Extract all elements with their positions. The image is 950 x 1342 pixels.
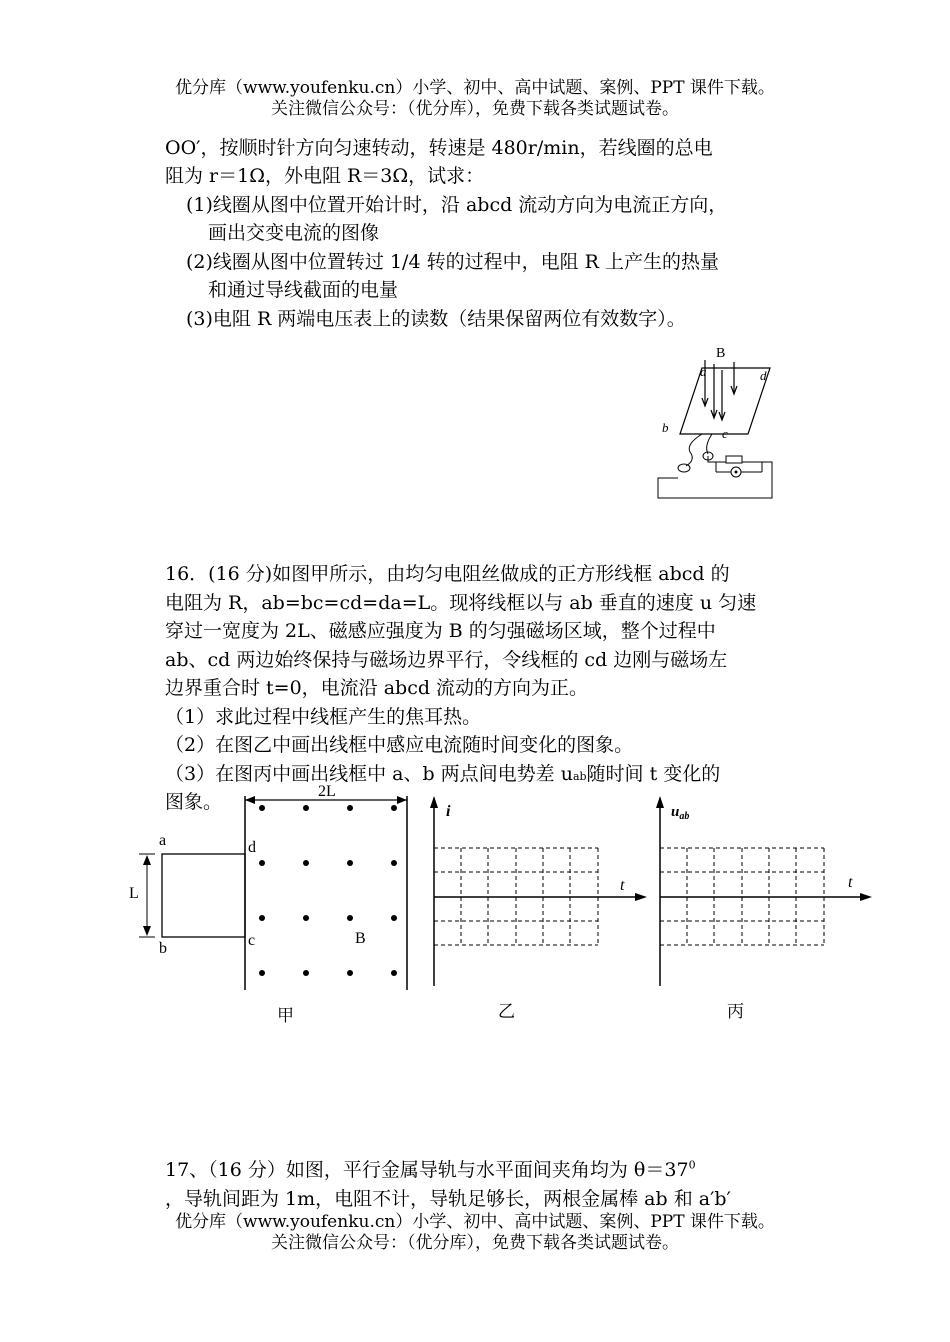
- q16-line-4: ab、cd 两边始终保持与磁场边界平行，令线框的 cd 边刚与磁场左: [165, 649, 728, 671]
- q15-part2-a: (2)线圈从图中位置转过 1/4 转的过程中，电阻 R 上产生的热量: [186, 251, 719, 273]
- q15-part1-b: 画出交变电流的图像: [208, 222, 380, 244]
- fig15-label-b: b: [662, 420, 669, 435]
- q17-line-1: 17、（16 分）如图，平行金属导轨与水平面间夹角均为 $\theta=37^0$: [165, 1158, 696, 1181]
- fig-jia-label-b: b: [159, 940, 167, 957]
- fig-jia: [125, 778, 425, 1033]
- fig-jia-caption: 甲: [277, 1006, 294, 1025]
- fig-jia-2L-label: 2L: [318, 783, 336, 800]
- q15-part3: (3)电阻 R 两端电压表上的读数（结果保留两位有效数字）。: [186, 308, 686, 330]
- header-line-1: 优分库（www.youfenku.cn）小学、初中、高中试题、案例、PPT 课件下载。: [175, 78, 775, 98]
- fig-yi-y-label: i: [446, 803, 451, 820]
- fig15-label-a: a: [700, 364, 707, 379]
- fig-bing-caption: 丙: [727, 1002, 744, 1021]
- q16-line-2: 电阻为 R，ab=bc=cd=da=L。现将线框以与 ab 垂直的速度 u 匀速: [165, 592, 757, 614]
- fig-bing-y-label: $u_{ab}$: [671, 804, 690, 822]
- q16-line-3: 穿过一宽度为 2L、磁感应强度为 B 的匀强磁场区域，整个过程中: [165, 620, 716, 642]
- fig-jia-loop: [162, 854, 245, 937]
- q15-line-1: OO′，按顺时针方向匀速转动，转速是 480r/min，若线圈的总电: [165, 137, 713, 159]
- fig15-resistor: [726, 456, 742, 463]
- fig-yi-caption: 乙: [498, 1002, 515, 1021]
- footer-line-2: 关注微信公众号：（优分库），免费下载各类试题试卷。: [271, 1233, 679, 1253]
- fig-jia-label-d: d: [248, 839, 256, 856]
- fig-yi-x-label: t: [620, 877, 625, 894]
- q16-line-1: 16．(16 分)如图甲所示，由均匀电阻丝做成的正方形线框 abcd 的: [165, 563, 730, 585]
- fig-jia-label-c: c: [248, 932, 256, 949]
- fig-yi: [425, 790, 655, 1030]
- q16-sub-3: （3）在图丙中画出线框中 a、b 两点间电势差 uab随时间 t 变化的: [165, 763, 721, 785]
- q15-part1-a: (1)线圈从图中位置开始计时，沿 abcd 流动方向为电流正方向，: [186, 194, 728, 216]
- q16-sub-3-cont: 图象。: [165, 791, 223, 813]
- footer-line-1: 优分库（www.youfenku.cn）小学、初中、高中试题、案例、PPT 课件下载。: [175, 1212, 775, 1232]
- q16-line-5: 边界重合时 t=0，电流沿 abcd 流动的方向为正。: [165, 677, 589, 699]
- q15-coil-figure: [650, 342, 780, 502]
- q17-line-2: ，导轨间距为 1m，电阻不计，导轨足够长，两根金属棒 ab 和 a′b′: [165, 1188, 731, 1210]
- q16-sub-1: （1）求此过程中线框产生的焦耳热。: [165, 706, 482, 728]
- q15-line-2: 阻为 r＝1Ω，外电阻 R＝3Ω，试求：: [165, 165, 485, 187]
- fig-jia-L-label: L: [129, 885, 139, 902]
- fig-jia-field-dots: [259, 805, 397, 976]
- fig-jia-label-B: B: [355, 930, 366, 947]
- fig15-label-c: c: [722, 426, 728, 441]
- fig15-label-B: B: [716, 346, 726, 361]
- q16-sub-2: （2）在图乙中画出线框中感应电流随时间变化的图象。: [165, 734, 634, 756]
- header-line-2: 关注微信公众号：（优分库），免费下载各类试题试卷。: [271, 99, 679, 119]
- fig15-field-arrows: [702, 360, 737, 420]
- fig-jia-label-a: a: [159, 832, 167, 849]
- fig15-label-d: d: [760, 368, 767, 383]
- fig-bing: [652, 790, 880, 1030]
- fig-bing-x-label: t: [848, 874, 853, 891]
- fig15-coil: [680, 368, 770, 434]
- q15-part2-b: 和通过导线截面的电量: [208, 279, 399, 301]
